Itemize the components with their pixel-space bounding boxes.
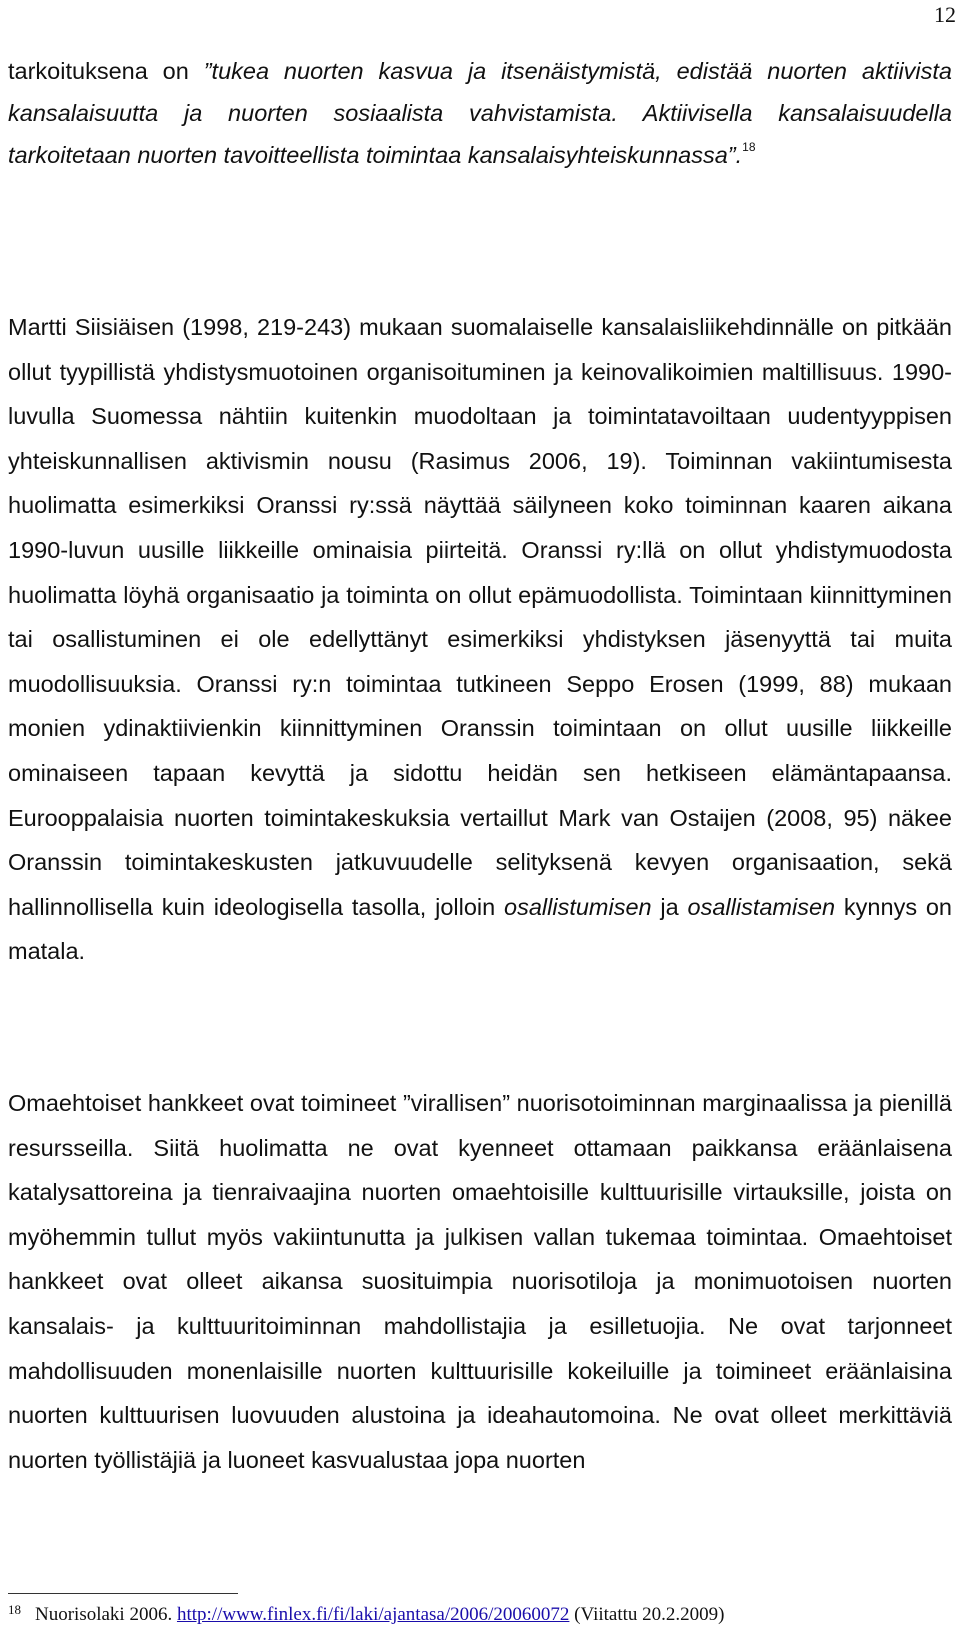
footnote-link[interactable]: http://www.finlex.fi/fi/laki/ajantasa/2006/20060072 bbox=[176, 1604, 570, 1625]
footnote bbox=[8, 1596, 952, 1629]
footnote-text: Nuorisolaki 2006. bbox=[35, 1604, 177, 1625]
paragraph-projects bbox=[8, 1081, 952, 1482]
italic-term: osallistumisen bbox=[504, 893, 652, 920]
law-quote: ”tukea nuorten kasvua ja itsenäistymistä, edistää nuorten aktiivista kansalaisuutta ja nuorten sosiaalista vahvistamista. Aktiivisella kansalaisuudella tarkoitetaan nuorten tavoitteellista toimintaa kansalaisyhteiskunnassa”. bbox=[8, 58, 952, 168]
footnote-mark: 18 bbox=[8, 1602, 21, 1617]
italic-term: osallistamisen bbox=[687, 893, 836, 920]
paragraph-text: Martti Siisiäisen (1998, 219-243) mukaan suomalaiselle kansalaisliikehdinnälle on pitkään ollut tyypillistä yhdistysmuotoinen organisoituminen ja keinovalikoimien maltillisuus. 1990-luvulla Suomessa nähtiin kuitenkin muodoltaan ja toimintatavoiltaan uudentyyppisen yhteiskunnallisen aktivismin nousu (Rasimus 2006, 19). Toiminnan vakiintumisesta huolimatta esimerkiksi Oranssi ry:ssä näyttää säilyneen koko toiminnan kaaren aikana 1990-luvun uusille liikkeille ominaisia piirteitä. Oranssi ry:llä on ollut yhdistymuodosta huolimatta löyhä organisaatio ja toiminta on ollut epämuodollista. Toimintaan kiinnittyminen tai osallistuminen ei ole edellyttänyt esimerkiksi yhdistyksen jäsenyyttä tai muita muodollisuuksia. Oranssi ry:n toimintaa tutkineen Seppo Erosen (1999, 88) mukaan monien ydinaktiivienkin kiinnittyminen Oranssin toimintaan on ollut uusille liikkeille ominaiseen tapaan kevyttä ja sidottu heidän sen hetkiseen elämäntapaansa. Eurooppalaisia nuorten toimintakeskuksia vertaillut Mark van Ostaijen (2008, 95) näkee Oranssin toimintakeskusten jatkuvuudelle selityksenä kevyen organisaation, sekä hallinnollisella kuin ideologisella tasolla, jolloin bbox=[8, 314, 952, 920]
footnote-reference[interactable]: 18 bbox=[742, 140, 756, 154]
paragraph-text: kynnys on matala. bbox=[8, 893, 953, 965]
paragraph-text: ja bbox=[651, 893, 688, 920]
paragraph-text: Omaehtoiset hankkeet ovat toimineet ”virallisen” nuorisotoiminnan marginaalissa ja pienillä resursseilla. Siitä huolimatta ne ovat kyenneet ottamaan paikkansa eräänlaisena katalysattoreina ja tienraivaajina nuorten omaehtoisille kulttuurisille virtauksille, joista on myöhemmin tullut myös vakiintunutta ja julkisen vallan tukemaa toimintaa. Omaehtoiset hankkeet ovat olleet aikansa suosituimpia nuorisotiloja ja monimuotoisen nuorten kansalais- ja kulttuuritoiminnan mahdollistajia ja esilletuojia. Ne ovat tarjonneet mahdollisuuden monenlaisille nuorten kulttuurisille kokeiluille ja toimineet eräänlaisina nuorten kulttuurisen luovuuden alustoina ja ideahautomoina. Ne ovat olleet merkittäviä nuorten työllistäjiä ja luoneet kasvualustaa jopa nuorten bbox=[8, 1090, 952, 1473]
footnote-divider bbox=[8, 1593, 238, 1594]
paragraph-activism bbox=[8, 305, 952, 974]
page-number: 12 bbox=[934, 2, 956, 27]
footnote-access-date: (Viitattu 20.2.2009) bbox=[569, 1604, 725, 1625]
paragraph-text: tarkoituksena on bbox=[8, 58, 204, 84]
paragraph-quote bbox=[8, 50, 952, 176]
